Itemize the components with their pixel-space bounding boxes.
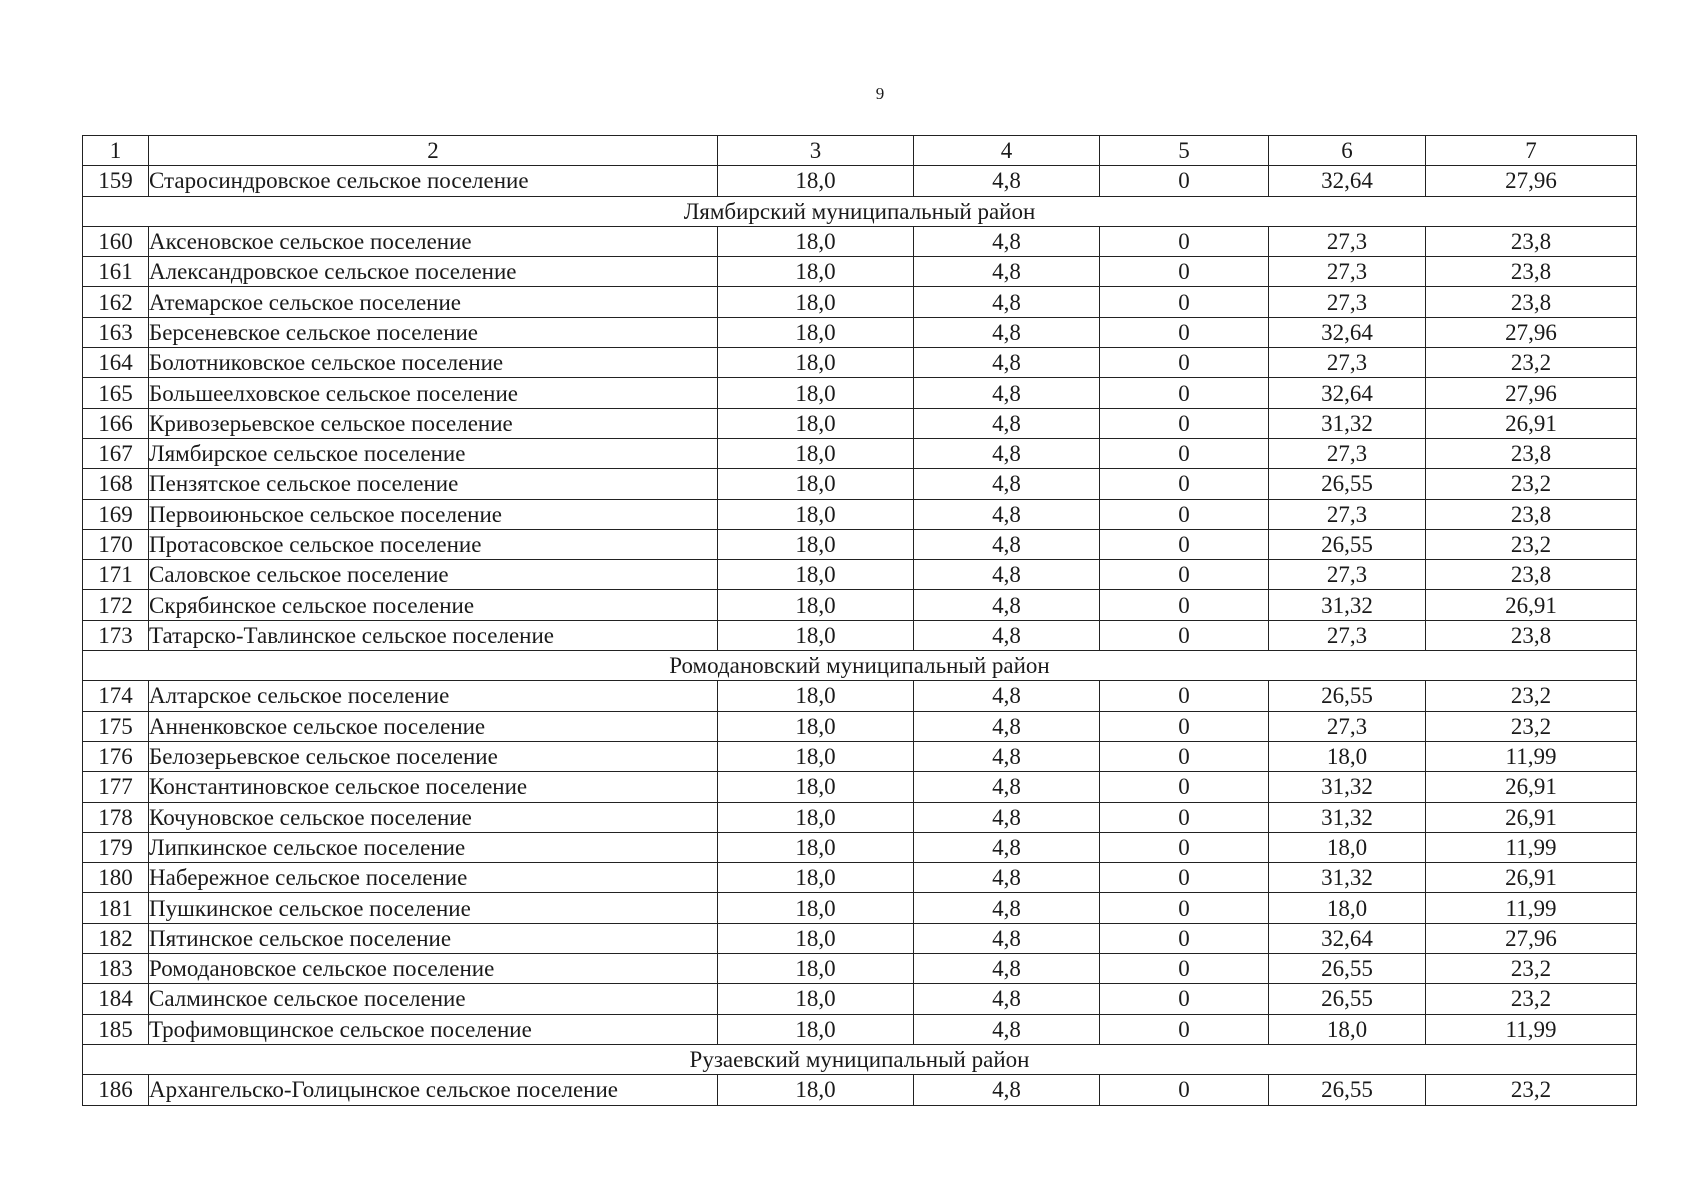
table-row: [83, 348, 1637, 378]
cell-col5: 0: [1100, 166, 1269, 196]
cell-col4: 4,8: [914, 348, 1100, 378]
cell-col4: 4,8: [914, 560, 1100, 590]
settlement-name: Скрябинское сельское поселение: [149, 590, 718, 620]
row-number: 175: [83, 711, 149, 741]
cell-col7: 26,91: [1426, 863, 1637, 893]
cell-col6: 26,55: [1269, 529, 1426, 559]
settlement-name: Кочуновское сельское поселение: [149, 802, 718, 832]
cell-col5: 0: [1100, 378, 1269, 408]
cell-col3: 18,0: [718, 166, 914, 196]
cell-col7: 23,8: [1426, 257, 1637, 287]
cell-col6: 18,0: [1269, 832, 1426, 862]
cell-col5: 0: [1100, 711, 1269, 741]
cell-col7: 26,91: [1426, 772, 1637, 802]
cell-col6: 26,55: [1269, 984, 1426, 1014]
cell-col3: 18,0: [718, 529, 914, 559]
table-row: [83, 772, 1637, 802]
table-row: [83, 893, 1637, 923]
cell-col6: 31,32: [1269, 863, 1426, 893]
row-number: 166: [83, 408, 149, 438]
table-row: [83, 287, 1637, 317]
row-number: 181: [83, 893, 149, 923]
settlement-name: Лямбирское сельское поселение: [149, 438, 718, 468]
settlement-name: Большеелховское сельское поселение: [149, 378, 718, 408]
cell-col3: 18,0: [718, 923, 914, 953]
cell-col5: 0: [1100, 772, 1269, 802]
settlement-name: Татарско-Тавлинское сельское поселение: [149, 620, 718, 650]
cell-col3: 18,0: [718, 893, 914, 923]
cell-col6: 32,64: [1269, 166, 1426, 196]
cell-col4: 4,8: [914, 893, 1100, 923]
row-number: 180: [83, 863, 149, 893]
row-number: 168: [83, 469, 149, 499]
cell-col4: 4,8: [914, 954, 1100, 984]
row-number: 162: [83, 287, 149, 317]
cell-col3: 18,0: [718, 408, 914, 438]
settlement-name: Трофимовщинское сельское поселение: [149, 1014, 718, 1044]
cell-col6: 27,3: [1269, 499, 1426, 529]
cell-col4: 4,8: [914, 317, 1100, 347]
cell-col5: 0: [1100, 408, 1269, 438]
row-number: 184: [83, 984, 149, 1014]
column-header-row: [83, 136, 1637, 166]
table-row: [83, 741, 1637, 771]
cell-col5: 0: [1100, 257, 1269, 287]
row-number: 174: [83, 681, 149, 711]
row-number: 165: [83, 378, 149, 408]
settlement-name: Пушкинское сельское поселение: [149, 893, 718, 923]
column-header: 4: [914, 136, 1100, 166]
settlement-name: Саловское сельское поселение: [149, 560, 718, 590]
cell-col6: 27,3: [1269, 287, 1426, 317]
cell-col6: 26,55: [1269, 469, 1426, 499]
settlement-name: Липкинское сельское поселение: [149, 832, 718, 862]
table-row: [83, 1075, 1637, 1105]
cell-col7: 23,8: [1426, 620, 1637, 650]
settlement-name: Протасовское сельское поселение: [149, 529, 718, 559]
row-number: 164: [83, 348, 149, 378]
settlement-name: Пензятское сельское поселение: [149, 469, 718, 499]
column-header: 3: [718, 136, 914, 166]
cell-col6: 27,3: [1269, 257, 1426, 287]
cell-col4: 4,8: [914, 438, 1100, 468]
row-number: 159: [83, 166, 149, 196]
cell-col5: 0: [1100, 529, 1269, 559]
table-row: [83, 560, 1637, 590]
cell-col6: 31,32: [1269, 802, 1426, 832]
cell-col6: 31,32: [1269, 590, 1426, 620]
district-name: Рузаевский муниципальный район: [83, 1044, 1637, 1074]
cell-col3: 18,0: [718, 560, 914, 590]
row-number: 176: [83, 741, 149, 771]
cell-col4: 4,8: [914, 863, 1100, 893]
cell-col6: 31,32: [1269, 772, 1426, 802]
row-number: 185: [83, 1014, 149, 1044]
row-number: 182: [83, 923, 149, 953]
cell-col7: 26,91: [1426, 590, 1637, 620]
row-number: 178: [83, 802, 149, 832]
cell-col5: 0: [1100, 287, 1269, 317]
cell-col7: 11,99: [1426, 741, 1637, 771]
cell-col6: 27,3: [1269, 560, 1426, 590]
cell-col3: 18,0: [718, 469, 914, 499]
cell-col5: 0: [1100, 893, 1269, 923]
cell-col4: 4,8: [914, 529, 1100, 559]
cell-col5: 0: [1100, 469, 1269, 499]
table-row: [83, 166, 1637, 196]
column-header: 6: [1269, 136, 1426, 166]
row-number: 177: [83, 772, 149, 802]
table-row: [83, 863, 1637, 893]
row-number: 183: [83, 954, 149, 984]
cell-col6: 27,3: [1269, 438, 1426, 468]
cell-col7: 27,96: [1426, 378, 1637, 408]
cell-col3: 18,0: [718, 954, 914, 984]
table-row: [83, 711, 1637, 741]
cell-col5: 0: [1100, 1014, 1269, 1044]
cell-col7: 23,2: [1426, 711, 1637, 741]
settlement-name: Александровское сельское поселение: [149, 257, 718, 287]
cell-col5: 0: [1100, 954, 1269, 984]
cell-col4: 4,8: [914, 620, 1100, 650]
settlement-name: Набережное сельское поселение: [149, 863, 718, 893]
cell-col7: 23,8: [1426, 438, 1637, 468]
settlement-name: Старосиндровское сельское поселение: [149, 166, 718, 196]
table-row: [83, 923, 1637, 953]
cell-col5: 0: [1100, 802, 1269, 832]
cell-col6: 18,0: [1269, 1014, 1426, 1044]
cell-col5: 0: [1100, 863, 1269, 893]
column-header: 2: [149, 136, 718, 166]
cell-col7: 11,99: [1426, 893, 1637, 923]
row-number: 163: [83, 317, 149, 347]
cell-col3: 18,0: [718, 317, 914, 347]
cell-col4: 4,8: [914, 378, 1100, 408]
cell-col6: 32,64: [1269, 923, 1426, 953]
cell-col7: 23,8: [1426, 499, 1637, 529]
cell-col5: 0: [1100, 317, 1269, 347]
row-number: 173: [83, 620, 149, 650]
cell-col6: 27,3: [1269, 620, 1426, 650]
district-name: Лямбирский муниципальный район: [83, 196, 1637, 226]
row-number: 172: [83, 590, 149, 620]
settlement-name: Берсеневское сельское поселение: [149, 317, 718, 347]
cell-col4: 4,8: [914, 408, 1100, 438]
cell-col3: 18,0: [718, 711, 914, 741]
cell-col7: 27,96: [1426, 166, 1637, 196]
cell-col7: 23,8: [1426, 287, 1637, 317]
row-number: 160: [83, 226, 149, 256]
settlement-name: Пятинское сельское поселение: [149, 923, 718, 953]
table-row: [83, 954, 1637, 984]
cell-col6: 31,32: [1269, 408, 1426, 438]
cell-col3: 18,0: [718, 257, 914, 287]
row-number: 171: [83, 560, 149, 590]
district-header-row: [83, 196, 1637, 226]
row-number: 186: [83, 1075, 149, 1105]
row-number: 167: [83, 438, 149, 468]
cell-col5: 0: [1100, 681, 1269, 711]
settlement-name: Кривозерьевское сельское поселение: [149, 408, 718, 438]
table-row: [83, 469, 1637, 499]
settlement-name: Архангельско-Голицынское сельское поселение: [149, 1075, 718, 1105]
cell-col7: 23,2: [1426, 1075, 1637, 1105]
cell-col3: 18,0: [718, 1014, 914, 1044]
cell-col7: 11,99: [1426, 832, 1637, 862]
cell-col3: 18,0: [718, 984, 914, 1014]
cell-col5: 0: [1100, 438, 1269, 468]
settlements-table: [82, 135, 1637, 1106]
cell-col6: 27,3: [1269, 226, 1426, 256]
cell-col4: 4,8: [914, 590, 1100, 620]
table-row: [83, 226, 1637, 256]
cell-col7: 23,2: [1426, 469, 1637, 499]
table-row: [83, 378, 1637, 408]
settlement-name: Первоиюньское сельское поселение: [149, 499, 718, 529]
cell-col6: 18,0: [1269, 893, 1426, 923]
column-header: 5: [1100, 136, 1269, 166]
cell-col3: 18,0: [718, 802, 914, 832]
cell-col4: 4,8: [914, 741, 1100, 771]
column-header: 1: [83, 136, 149, 166]
cell-col4: 4,8: [914, 166, 1100, 196]
table-row: [83, 408, 1637, 438]
district-header-row: [83, 651, 1637, 681]
cell-col7: 23,2: [1426, 954, 1637, 984]
settlement-name: Белозерьевское сельское поселение: [149, 741, 718, 771]
cell-col7: 11,99: [1426, 1014, 1637, 1044]
district-name: Ромодановский муниципальный район: [83, 651, 1637, 681]
cell-col4: 4,8: [914, 711, 1100, 741]
cell-col5: 0: [1100, 923, 1269, 953]
cell-col3: 18,0: [718, 863, 914, 893]
table-row: [83, 529, 1637, 559]
row-number: 170: [83, 529, 149, 559]
cell-col5: 0: [1100, 741, 1269, 771]
cell-col6: 26,55: [1269, 954, 1426, 984]
cell-col5: 0: [1100, 560, 1269, 590]
cell-col5: 0: [1100, 620, 1269, 650]
table-row: [83, 802, 1637, 832]
cell-col4: 4,8: [914, 772, 1100, 802]
cell-col5: 0: [1100, 984, 1269, 1014]
settlement-name: Аксеновское сельское поселение: [149, 226, 718, 256]
cell-col3: 18,0: [718, 348, 914, 378]
table-row: [83, 257, 1637, 287]
table-row: [83, 681, 1637, 711]
cell-col7: 23,2: [1426, 681, 1637, 711]
cell-col3: 18,0: [718, 1075, 914, 1105]
cell-col4: 4,8: [914, 984, 1100, 1014]
cell-col5: 0: [1100, 590, 1269, 620]
cell-col5: 0: [1100, 1075, 1269, 1105]
cell-col4: 4,8: [914, 832, 1100, 862]
cell-col4: 4,8: [914, 287, 1100, 317]
cell-col6: 27,3: [1269, 711, 1426, 741]
page-number: 9: [875, 84, 885, 103]
cell-col4: 4,8: [914, 469, 1100, 499]
cell-col7: 23,2: [1426, 348, 1637, 378]
row-number: 169: [83, 499, 149, 529]
cell-col4: 4,8: [914, 257, 1100, 287]
cell-col4: 4,8: [914, 226, 1100, 256]
row-number: 161: [83, 257, 149, 287]
cell-col5: 0: [1100, 832, 1269, 862]
cell-col7: 23,8: [1426, 226, 1637, 256]
settlement-name: Салминское сельское поселение: [149, 984, 718, 1014]
row-number: 179: [83, 832, 149, 862]
cell-col7: 26,91: [1426, 802, 1637, 832]
cell-col3: 18,0: [718, 499, 914, 529]
table-row: [83, 499, 1637, 529]
cell-col7: 23,8: [1426, 560, 1637, 590]
cell-col3: 18,0: [718, 620, 914, 650]
cell-col7: 27,96: [1426, 923, 1637, 953]
cell-col4: 4,8: [914, 499, 1100, 529]
cell-col4: 4,8: [914, 802, 1100, 832]
cell-col7: 23,2: [1426, 984, 1637, 1014]
cell-col4: 4,8: [914, 1075, 1100, 1105]
cell-col4: 4,8: [914, 1014, 1100, 1044]
column-header: 7: [1426, 136, 1637, 166]
cell-col3: 18,0: [718, 438, 914, 468]
cell-col6: 27,3: [1269, 348, 1426, 378]
table-row: [83, 438, 1637, 468]
cell-col5: 0: [1100, 348, 1269, 378]
cell-col3: 18,0: [718, 287, 914, 317]
cell-col3: 18,0: [718, 378, 914, 408]
district-header-row: [83, 1044, 1637, 1074]
cell-col3: 18,0: [718, 832, 914, 862]
table-row: [83, 832, 1637, 862]
cell-col7: 23,2: [1426, 529, 1637, 559]
cell-col3: 18,0: [718, 681, 914, 711]
table-row: [83, 1014, 1637, 1044]
cell-col3: 18,0: [718, 590, 914, 620]
cell-col3: 18,0: [718, 226, 914, 256]
cell-col7: 26,91: [1426, 408, 1637, 438]
cell-col6: 26,55: [1269, 1075, 1426, 1105]
settlement-name: Анненковское сельское поселение: [149, 711, 718, 741]
table-row: [83, 984, 1637, 1014]
cell-col6: 18,0: [1269, 741, 1426, 771]
settlement-name: Константиновское сельское поселение: [149, 772, 718, 802]
table-row: [83, 620, 1637, 650]
settlement-name: Ромодановское сельское поселение: [149, 954, 718, 984]
settlement-name: Атемарское сельское поселение: [149, 287, 718, 317]
table-body: [83, 136, 1637, 1106]
cell-col6: 32,64: [1269, 317, 1426, 347]
table-row: [83, 590, 1637, 620]
cell-col3: 18,0: [718, 741, 914, 771]
settlement-name: Алтарское сельское поселение: [149, 681, 718, 711]
cell-col3: 18,0: [718, 772, 914, 802]
cell-col4: 4,8: [914, 923, 1100, 953]
settlement-name: Болотниковское сельское поселение: [149, 348, 718, 378]
cell-col7: 27,96: [1426, 317, 1637, 347]
cell-col5: 0: [1100, 226, 1269, 256]
cell-col5: 0: [1100, 499, 1269, 529]
table-row: [83, 317, 1637, 347]
cell-col6: 26,55: [1269, 681, 1426, 711]
cell-col6: 32,64: [1269, 378, 1426, 408]
cell-col4: 4,8: [914, 681, 1100, 711]
